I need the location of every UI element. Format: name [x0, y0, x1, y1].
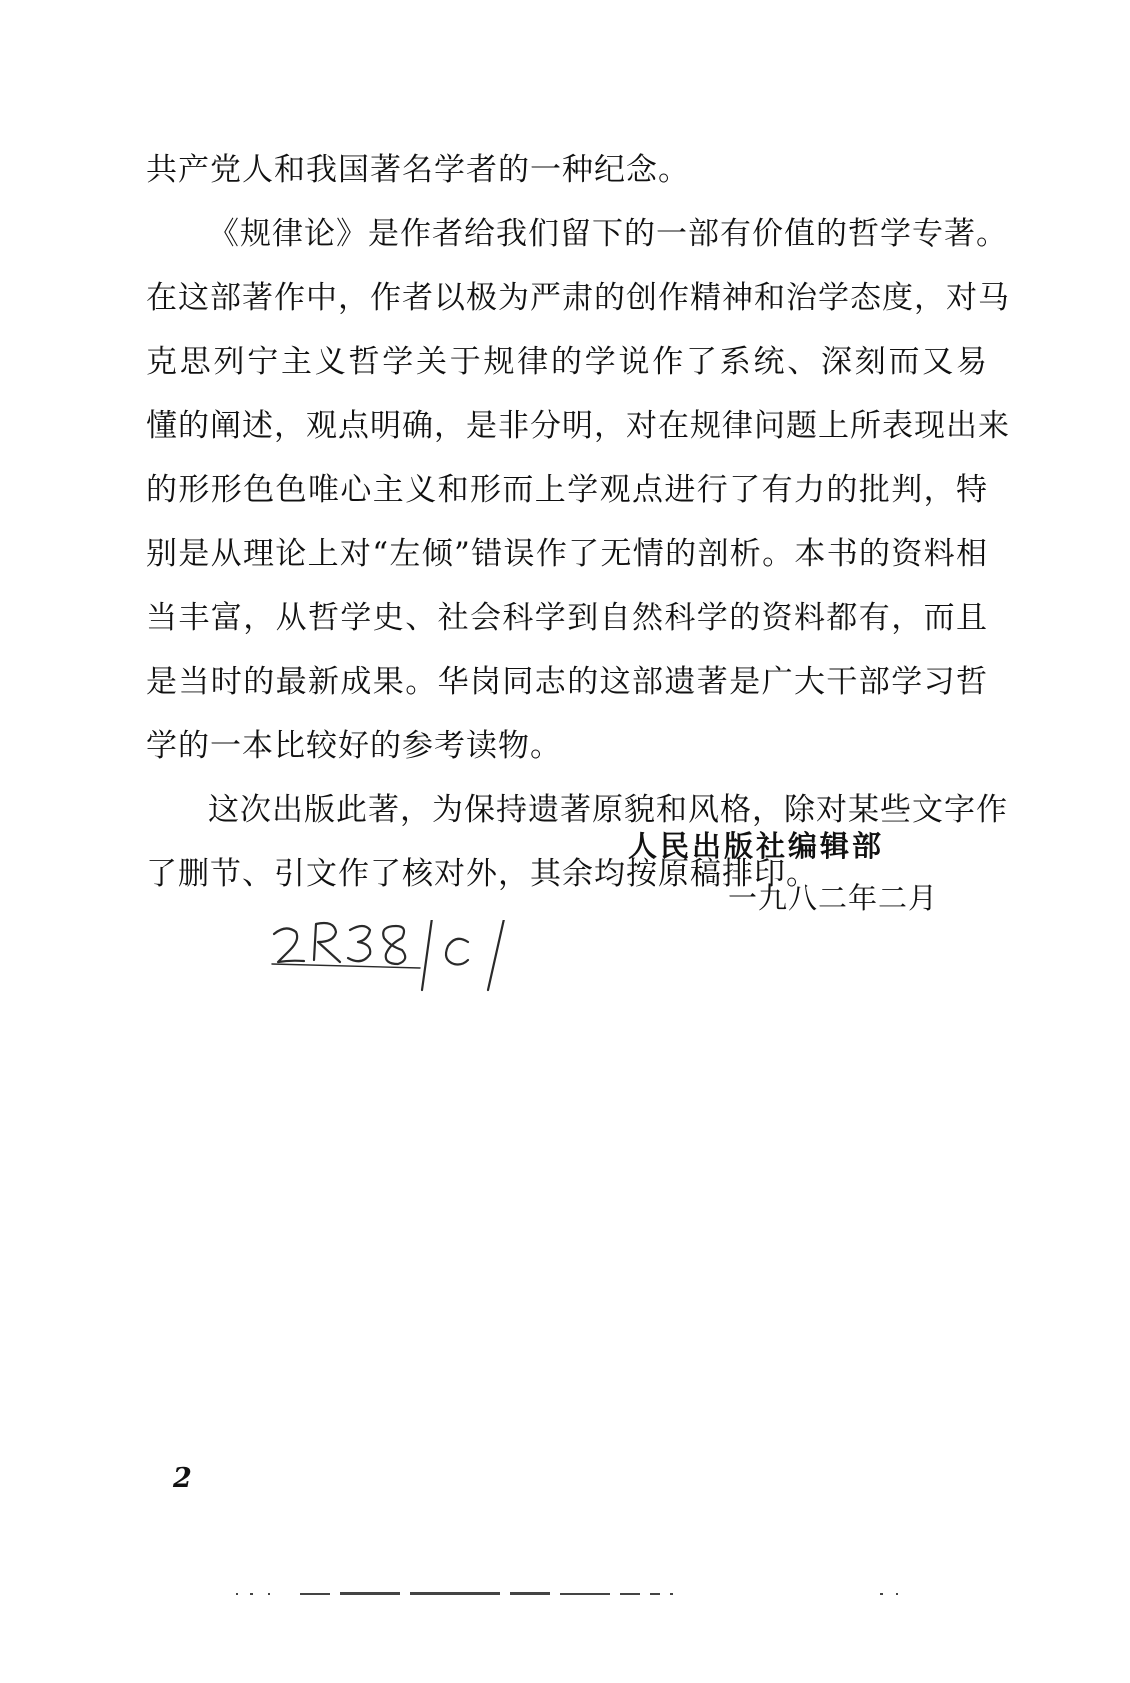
- paragraph-line: 共产党人和我国著名学者的一种纪念。: [146, 152, 690, 188]
- paragraph-line: 克思列宁主义哲学关于规律的学说作了系统、深刻而又易: [146, 344, 988, 380]
- publisher-signature: 人民出版社编辑部: [628, 829, 885, 863]
- paragraph-line: 是当时的最新成果。华岗同志的这部遗著是广大干部学习哲: [146, 664, 988, 700]
- body-text: [146, 138, 1010, 906]
- paragraph-line: 《规律论》是作者给我们留下的一部有价值的哲学专著。: [208, 216, 1008, 252]
- handwritten-call-number: [270, 920, 600, 1090]
- paragraph-line: 学的一本比较好的参考读物。: [146, 728, 562, 764]
- paragraph-line: 在这部著作中，作者以极为严肃的创作精神和治学态度，对马: [146, 280, 1010, 316]
- paragraph-line: 了删节、引文作了核对外，其余均按原稿排印。: [146, 856, 818, 892]
- scan-artifact-line: [0, 1588, 1130, 1600]
- paragraph-line: 懂的阐述，观点明确，是非分明，对在规律问题上所表现出来: [146, 408, 1010, 444]
- paragraph-line: 当丰富，从哲学史、社会科学到自然科学的资料都有，而且: [146, 600, 988, 636]
- publication-date: 一九八二年二月: [728, 881, 939, 915]
- page-number: 2: [173, 1463, 192, 1494]
- paragraph-line: 的形形色色唯心主义和形而上学观点进行了有力的批判，特: [146, 472, 988, 508]
- paragraph-line: 这次出版此著，为保持遗著原貌和风格，除对某些文字作: [208, 792, 1008, 828]
- paragraph-line: 别是从理论上对“左倾”错误作了无情的剖析。本书的资料相: [146, 536, 988, 572]
